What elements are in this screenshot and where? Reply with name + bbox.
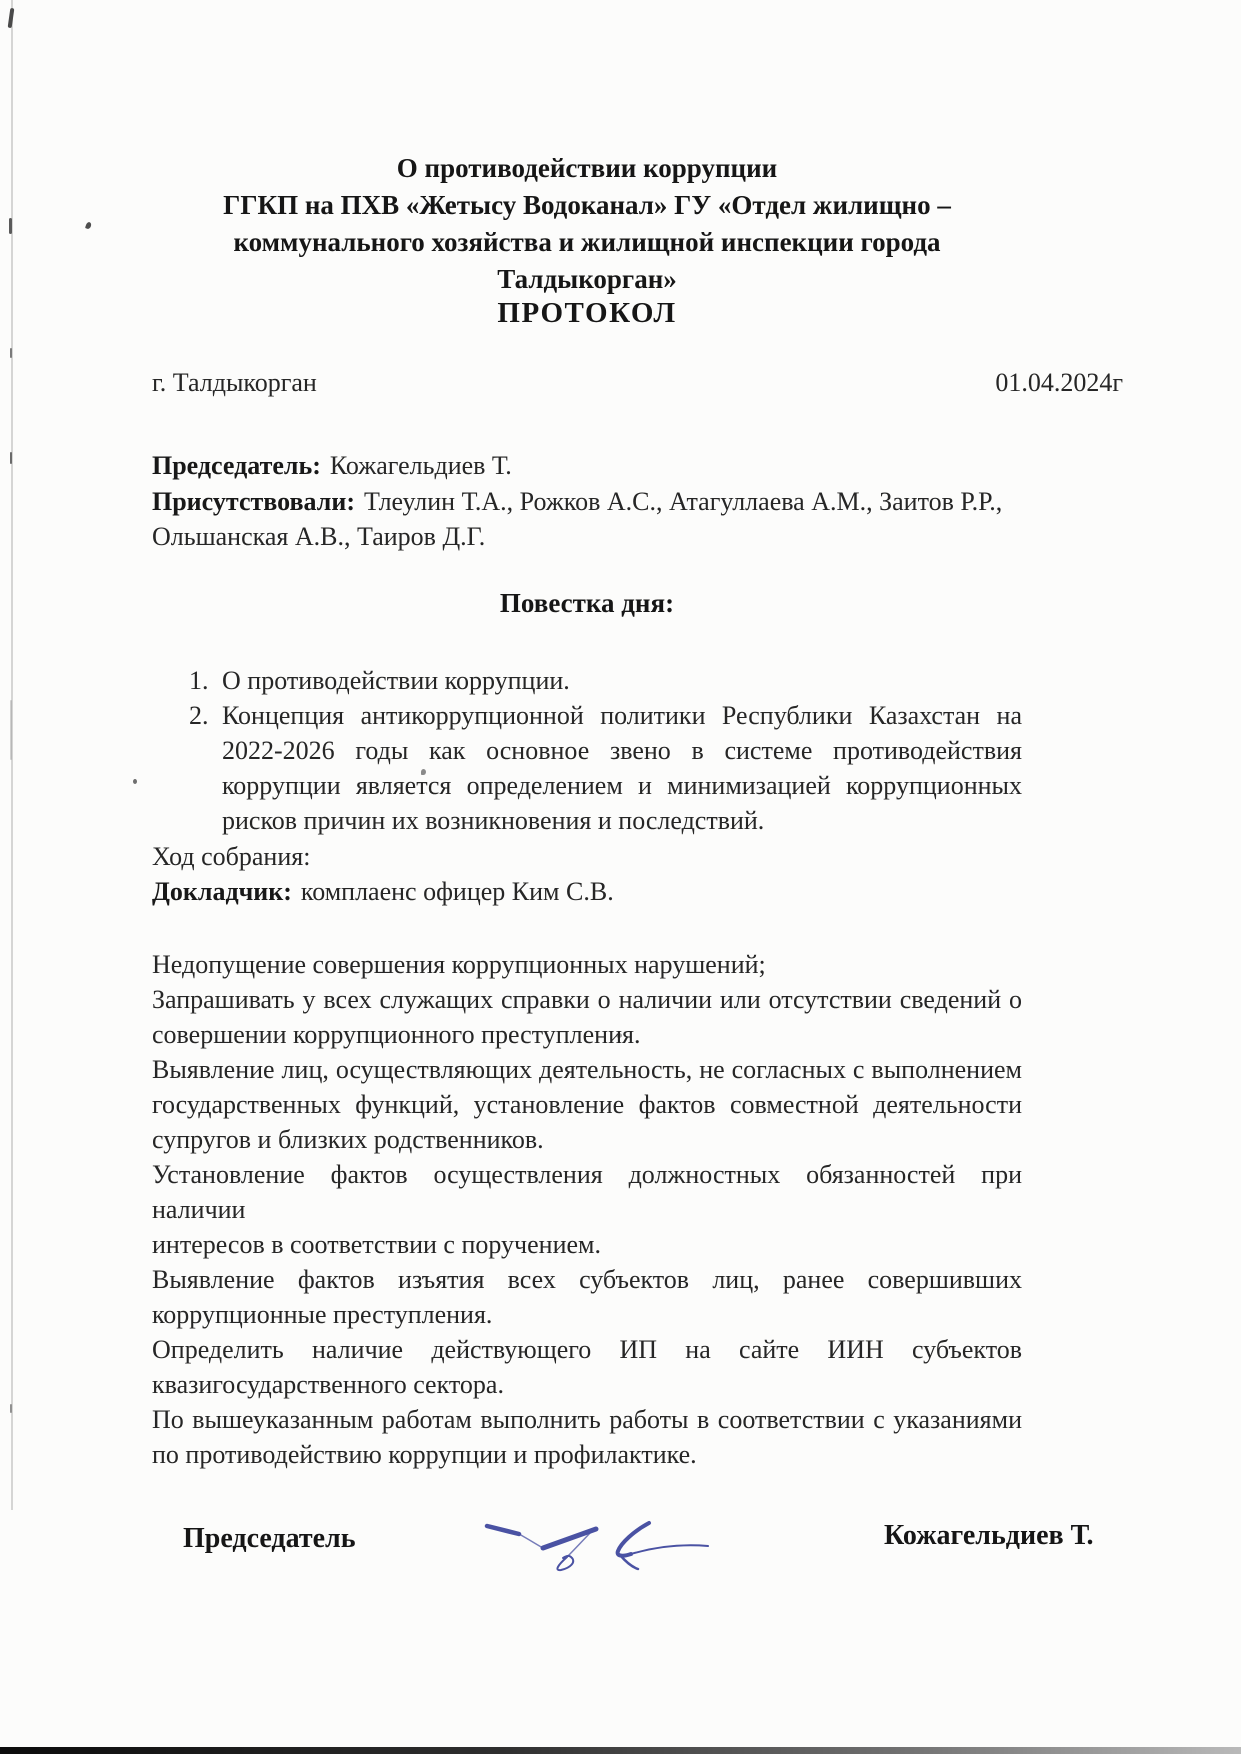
attendees-names: Тлеулин Т.А., Рожков А.С., Атагуллаева А.М., Заитов Р.Р., xyxy=(363,486,1003,516)
body-paragraph xyxy=(152,982,1022,1052)
agenda-item-number: 1. xyxy=(189,666,209,695)
signature-stroke xyxy=(487,1526,519,1534)
text-line: интересов в соответствии с поручением. xyxy=(152,1230,601,1259)
body-paragraph xyxy=(152,1157,1022,1262)
speaker-label: Докладчик: xyxy=(152,877,292,906)
signature-strokes xyxy=(487,1523,708,1570)
chairman-name: Кожагельдиев Т. xyxy=(329,451,512,480)
title-line: О противодействии коррупции xyxy=(396,153,778,183)
title-line: ГГКП на ПХВ «Жетысу Водоканал» ГУ «Отдел жилищно – xyxy=(223,190,951,220)
scan-speck xyxy=(133,779,137,784)
agenda-item-number: 2. xyxy=(189,701,209,730)
document-title xyxy=(152,150,1022,298)
agenda-heading: Повестка дня: xyxy=(499,588,675,618)
scan-artifact xyxy=(8,8,15,28)
text-line: по противодействию коррупции и профилактике. xyxy=(152,1440,697,1469)
place-label: г. Талдыкорган xyxy=(152,368,317,397)
attendees-label: Присутствовали: xyxy=(152,486,355,516)
chairman-label: Председатель: xyxy=(152,451,321,480)
title-line: коммунального хозяйства и жилищной инспекции города Талдыкорган» xyxy=(233,227,941,294)
scan-artifact xyxy=(10,348,12,358)
attendees-line-2: Ольшанская А.В., Таиров Д.Г. xyxy=(152,522,486,551)
text-line: государственных функций, установление фактов совместной деятельности xyxy=(152,1090,1022,1119)
chairman-line xyxy=(152,448,1022,484)
text-line: О противодействии коррупции. xyxy=(222,666,570,695)
text-line: 2022-2026 годы как основное звено в системе противодействия xyxy=(222,736,1022,765)
text-line: Установление фактов осуществления должностных обязанностей при наличии xyxy=(152,1160,1022,1224)
agenda-item-text xyxy=(222,698,1022,838)
text-line: коррупционные преступления. xyxy=(152,1300,493,1329)
footer-chairman-label: Председатель xyxy=(183,1523,356,1554)
scan-artifact xyxy=(9,218,12,234)
scan-artifact xyxy=(10,1404,12,1413)
place-date-row xyxy=(152,368,1123,398)
text-line: Концепция антикоррупционной политики Республики Казахстан на xyxy=(222,701,1022,730)
scan-speck xyxy=(85,221,92,229)
text-line: квазигосударственного сектора. xyxy=(152,1370,504,1399)
scan-bottom-edge xyxy=(0,1747,1241,1754)
signature-stroke xyxy=(543,1529,596,1548)
speaker-line xyxy=(152,877,1022,907)
text-line: Запрашивать у всех служащих справки о наличии или отсутствии сведений о xyxy=(152,985,1022,1014)
text-line: Недопущение совершения коррупционных нарушений; xyxy=(152,950,766,979)
attendees-line-1 xyxy=(152,484,1022,520)
signature-stroke xyxy=(620,1555,638,1569)
text-line: Выявление лиц, осуществляющих деятельность, не согласных с выполнением xyxy=(152,1055,1022,1084)
agenda-list xyxy=(152,663,1022,838)
text-line: супругов и близких родственников. xyxy=(152,1125,544,1154)
signature-stroke xyxy=(519,1534,543,1548)
agenda-item-2 xyxy=(152,698,1022,838)
body-paragraph xyxy=(152,1332,1022,1402)
participants-block xyxy=(152,448,1022,555)
text-line: коррупции является определением и минимизацией коррупционных xyxy=(222,771,1022,800)
protocol-heading: ПРОТОКОЛ xyxy=(497,297,677,329)
signature-stroke xyxy=(557,1556,573,1570)
body-paragraph xyxy=(152,1052,1022,1157)
scan-artifact xyxy=(10,700,12,760)
agenda-item-1 xyxy=(152,663,1022,698)
text-line: Выявление фактов изъятия всех субъектов лиц, ранее совершивших xyxy=(152,1265,1022,1294)
body-paragraph xyxy=(152,947,1022,982)
text-line: По вышеуказанным работам выполнить работы в соответствии с указаниями xyxy=(152,1405,1022,1434)
agenda-item-text xyxy=(222,663,1022,698)
date-label: 01.04.2024г xyxy=(995,368,1123,397)
footer-chairman-name: Кожагельдиев Т. xyxy=(884,1520,1094,1551)
resolution-text xyxy=(152,947,1022,1472)
signature-stroke xyxy=(631,1545,708,1554)
meeting-course-line: Ход собрания: xyxy=(152,842,311,871)
speaker-name: комплаенс офицер Ким С.В. xyxy=(300,877,614,906)
text-line: Определить наличие действующего ИП на сайте ИИН субъектов xyxy=(152,1335,1022,1364)
body-paragraph xyxy=(152,1262,1022,1332)
text-line: совершении коррупционного преступления. xyxy=(152,1020,641,1049)
scan-artifact xyxy=(10,452,12,464)
text-line: рисков причин их возникновения и последствий. xyxy=(222,806,765,835)
signature-image xyxy=(430,1458,790,1598)
